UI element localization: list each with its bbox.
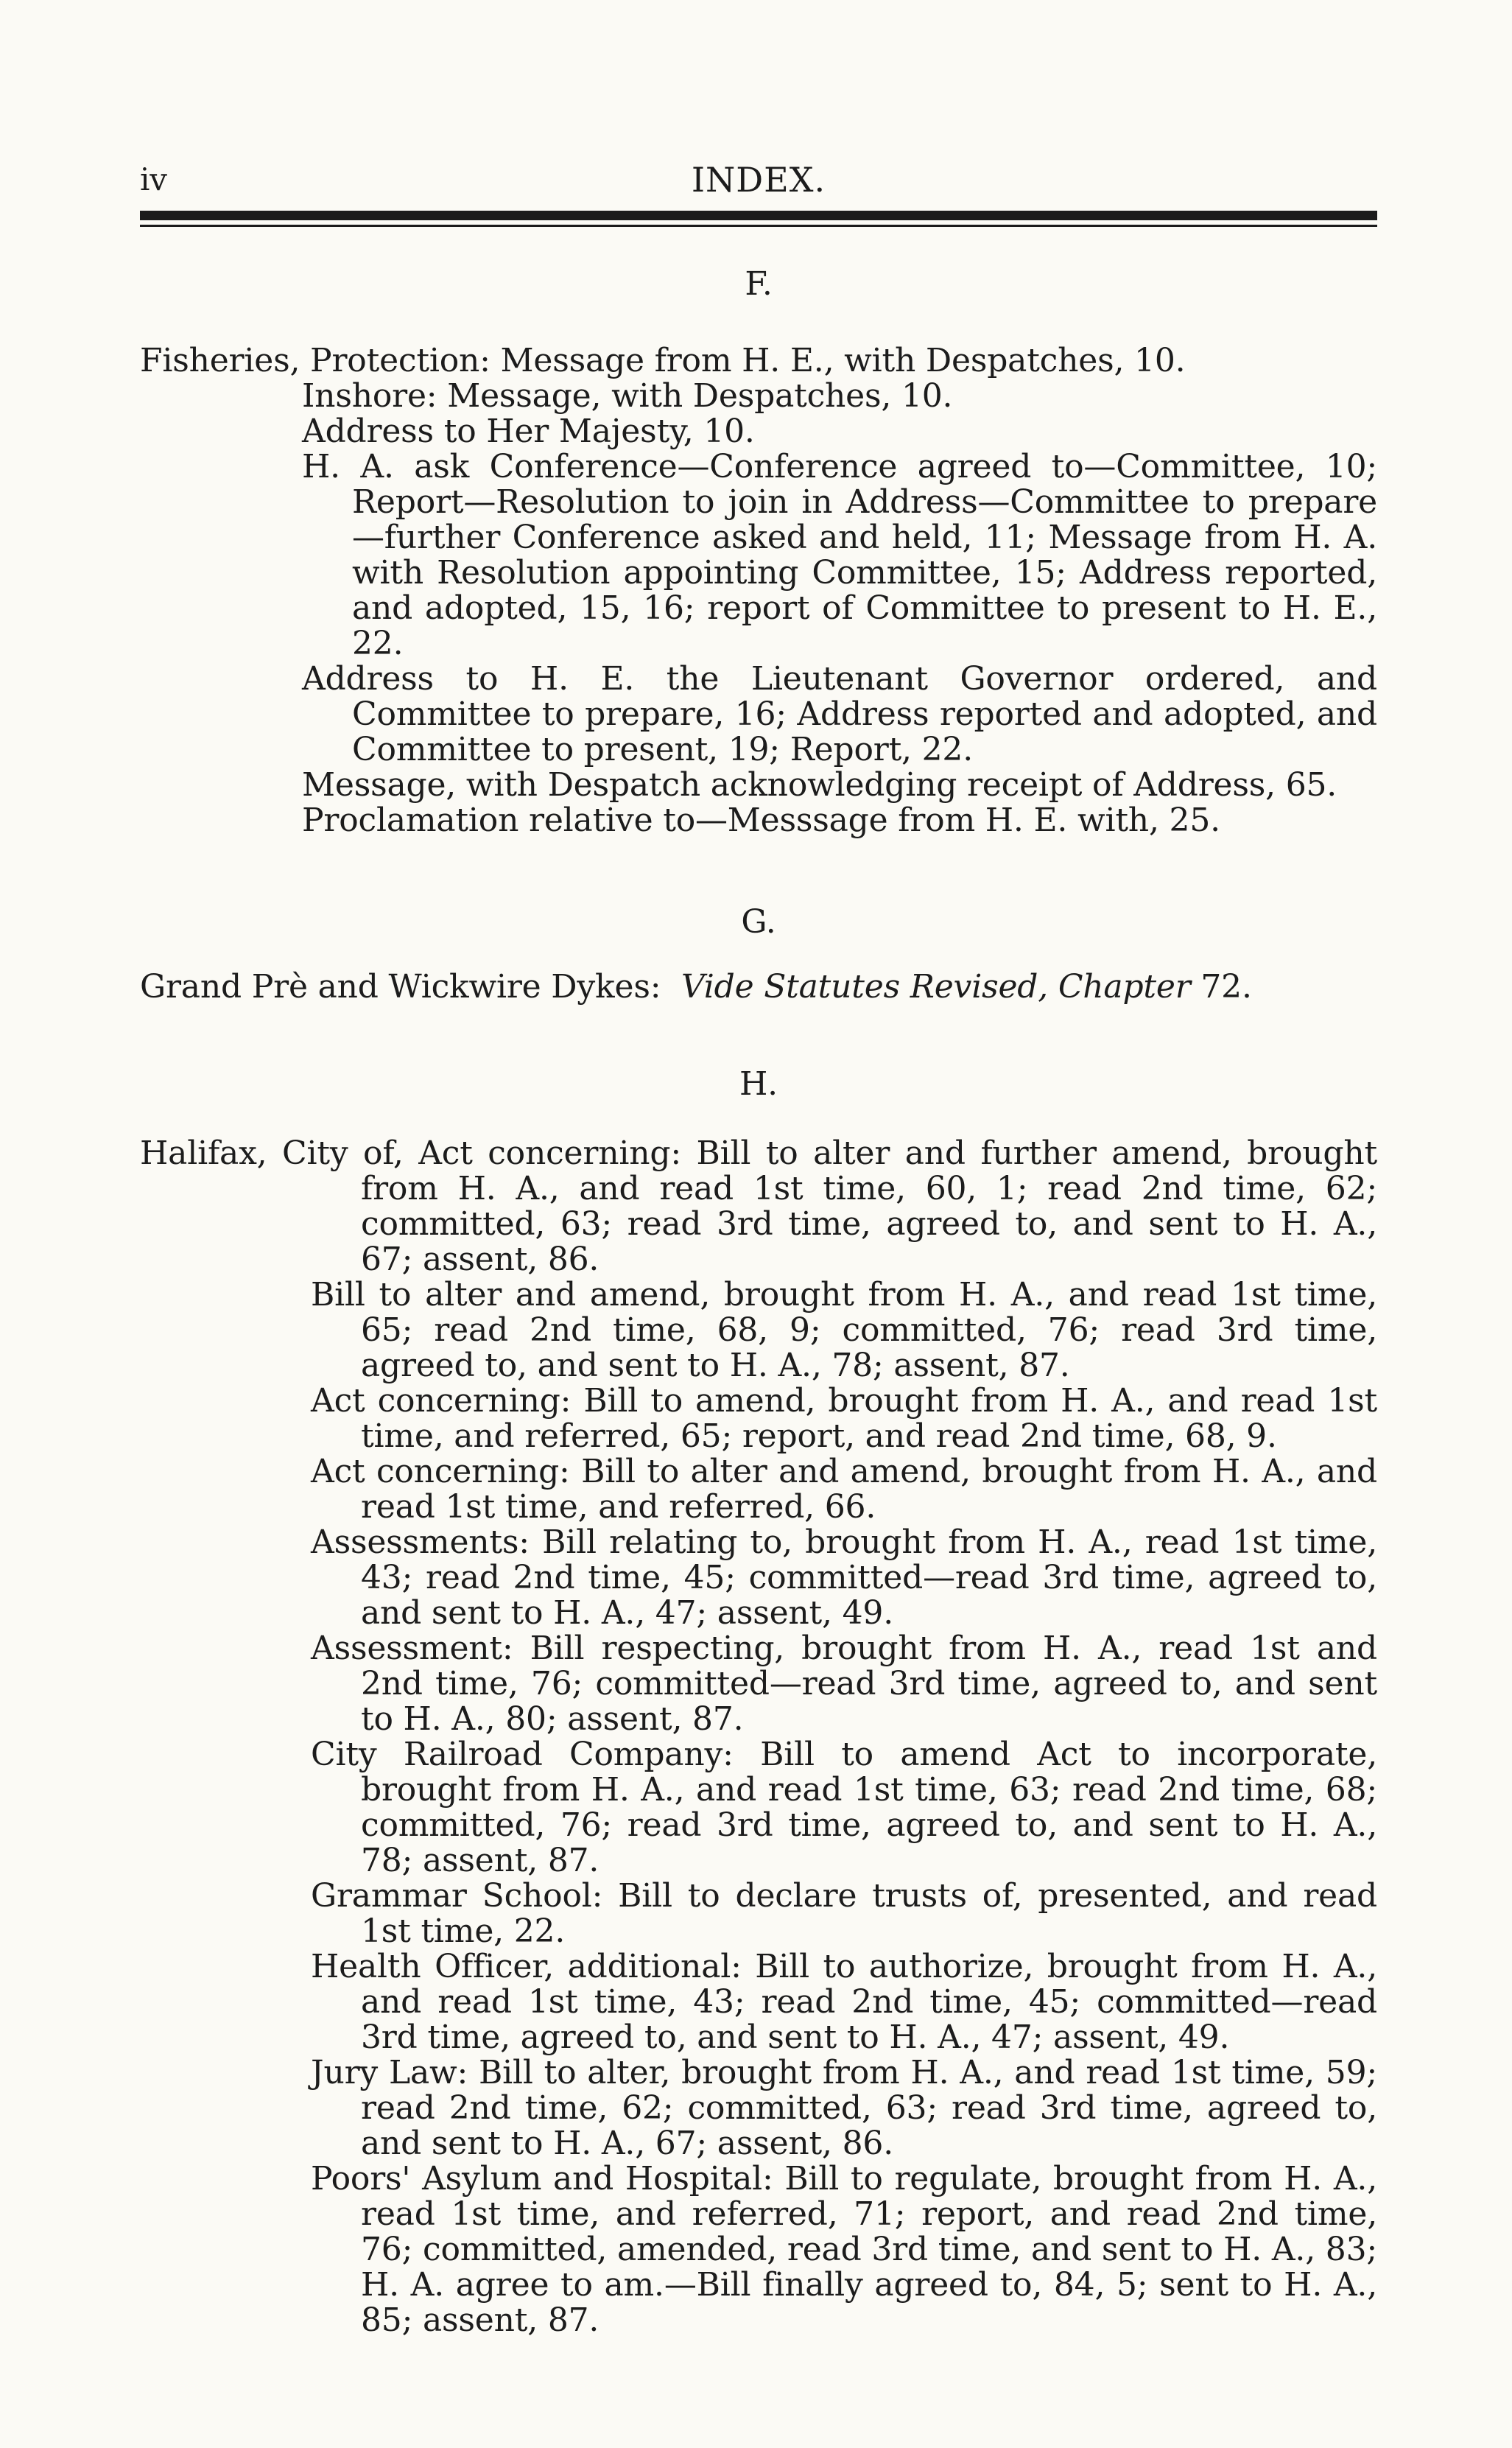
section-f [140,267,1377,838]
running-head: INDEX. [691,160,826,200]
subentry-h-5: Assessment: Bill respecting, brought from H. A., read 1st and 2nd time, 76; committed—read 3rd time, agreed to, and sent to H. A., 80; assent, 87. [311,1630,1377,1738]
subentry-f-6: Proclamation relative to—Messsage from H. E. with, 25. [302,802,1220,839]
header-rule-thick [140,211,1377,220]
subentry-h-6: City Railroad Company: Bill to amend Act to incorporate, brought from H. A., and read 1st time, 63; read 2nd time, 68; committed, 76; read 3rd time, agreed to, and sent to H. A., 78; assent, 87. [311,1736,1377,1879]
subentry-h-2: Act concerning: Bill to amend, brought from H. A., and read 1st time, and referred, 65; report, and read 2nd time, 68, 9. [311,1382,1377,1455]
subentry-f-1: Inshore: Message, with Despatches, 10. [302,377,953,415]
entry-grand-pre-text: Grand Prè and Wickwire Dykes: [140,968,661,1006]
section-letter-g: G. [741,903,776,941]
index-page [140,155,1377,2338]
page-number: iv [140,161,167,197]
subentry-h-10: Poors' Asylum and Hospital: Bill to regulate, brought from H. A., read 1st time, and referred, 71; report, and read 2nd time, 76; committed, amended, read 3rd time, and sent to H. A., 83; H. A. agree to am.—Bill finally agreed to, 84, 5; sent to H. A., 85; assent, 87. [311,2160,1377,2339]
entry-heading-fisheries: Fisheries, Protection: Message from H. E., with Despatches, 10. [140,342,1186,379]
subentry-f-5: Message, with Despatch acknowledging receipt of Address, 65. [302,766,1337,804]
subentry-h-1: Bill to alter and amend, brought from H. A., and read 1st time, 65; read 2nd time, 68, 9; committed, 76; read 3rd time, agreed to, and sent to H. A., 78; assent, 87. [311,1276,1377,1384]
entry-heading-halifax: Halifax, City of, Act concerning: Bill to alter and further amend, brought from H. A., and read 1st time, 60, 1; read 2nd time, 62; committed, 63; read 3rd time, agreed to, and sent to H. A., 67; assent, 86. [140,1134,1377,1278]
entry-grand-pre-reference: Vide Statutes Revised, Chapter [681,968,1191,1006]
subentry-h-9: Jury Law: Bill to alter, brought from H. A., and read 1st time, 59; read 2nd time, 62; committed, 63; read 3rd time, agreed to, and sent to H. A., 67; assent, 86. [311,2054,1377,2162]
section-letter-h: H. [739,1065,778,1103]
entry-grand-pre-chapter: 72. [1200,968,1252,1006]
subentry-f-4: Address to H. E. the Lieutenant Governor ordered, and Committee to prepare, 16; Address reported and adopted, and Committee to present, 19; Report, 22. [302,660,1377,768]
subentry-f-2: Address to Her Majesty, 10. [302,413,755,450]
section-letter-f: F. [745,265,773,303]
subentry-h-3: Act concerning: Bill to alter and amend, brought from H. A., and read 1st time, and referred, 66. [311,1453,1377,1526]
subentry-f-3: H. A. ask Conference—Conference agreed to—Committee, 10; Report—Resolution to join in Address—Committee to prepare—further Conference asked and held, 11; Message from H. A. with Resolution appointing Committee, 15; Address reported, and adopted, 15, 16; report of Committee to present to H. E., 22. [302,448,1377,662]
section-g [140,905,1377,1005]
subentry-h-7: Grammar School: Bill to declare trusts of, presented, and read 1st time, 22. [311,1877,1377,1950]
header-rule-thin [140,225,1377,227]
section-h [140,1067,1377,2338]
page-header [140,155,1377,208]
subentry-h-8: Health Officer, additional: Bill to authorize, brought from H. A., and read 1st time, 43; read 2nd time, 45; committed—read 3rd time, agreed to, and sent to H. A., 47; assent, 49. [311,1948,1377,2056]
subentry-h-4: Assessments: Bill relating to, brought from H. A., read 1st time, 43; read 2nd time, 45; committed—read 3rd time, agreed to, and sent to H. A., 47; assent, 49. [311,1523,1377,1632]
entry-grand-pre [140,969,1377,1005]
